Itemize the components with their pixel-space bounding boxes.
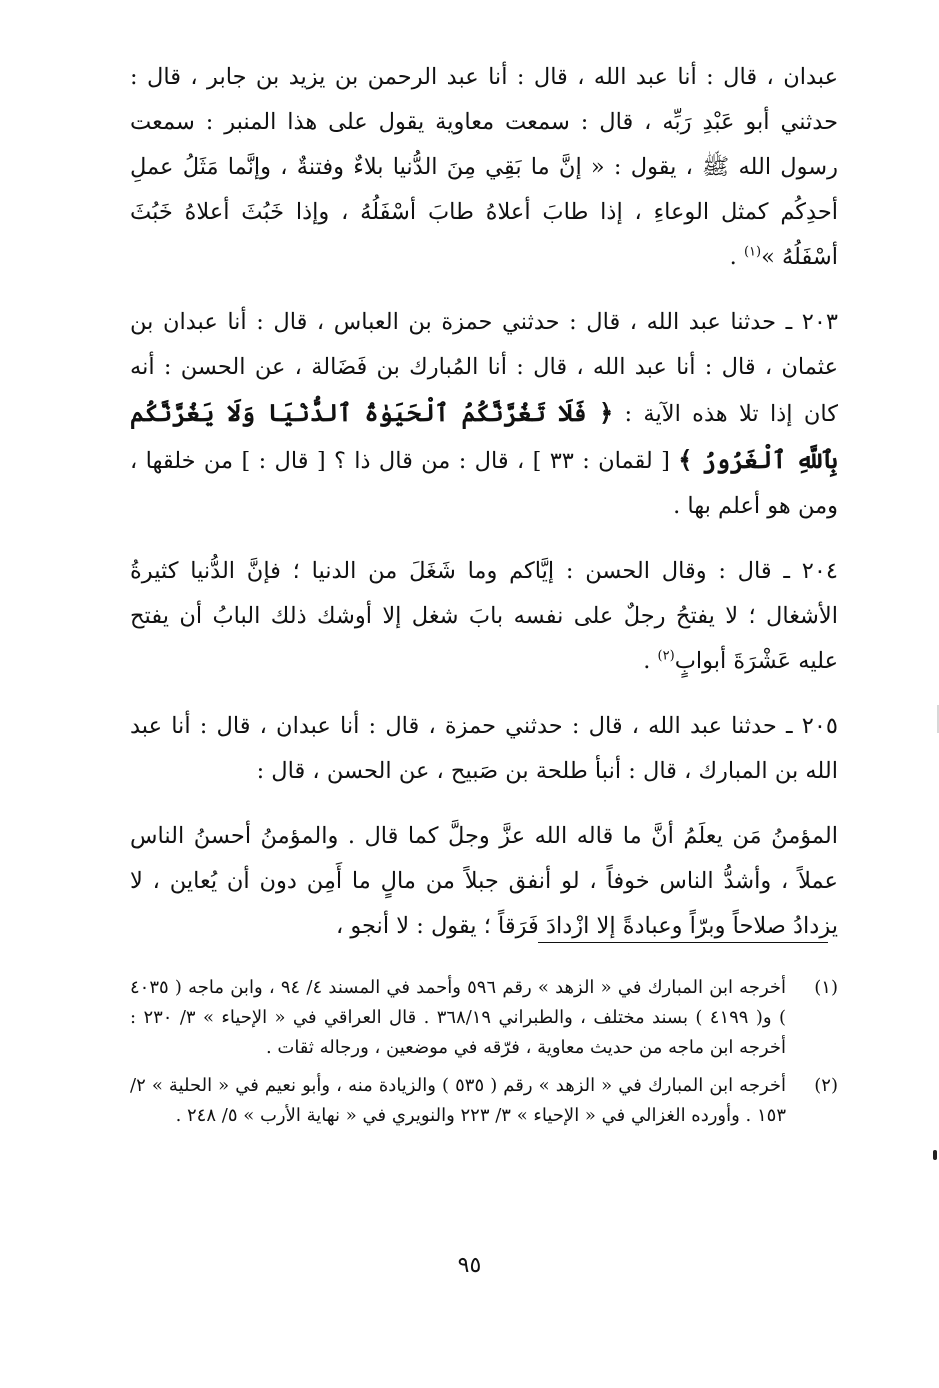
- paragraph-text: عبدان ، قال : أنا عبد الله ، قال : أنا عبد الرحمن بن يزيد بن جابر ، قال : حدثني أبو عَبْدِ رَبِّه ، قال : سمعت معاوية يقول على هذا المنبر : سمعت رسول الله ﷺ ، يقول : « إنَّ ما بَقِي مِنَ الدُّنيا بلاءٌ وفتنةٌ ، وإنَّما مَثَلُ عملِ أحدِكُم كمثل الوعاءِ ، إذا طابَ أعلاهُ طابَ أسْفَلُهُ ، وإذا خَبُثَ أعلاهُ خَبُثَ أسْفَلُهُ »: [130, 64, 838, 270]
- footnotes: [130, 973, 838, 1139]
- paragraph-quote: [130, 814, 838, 949]
- footnote-number: (٢): [814, 1075, 838, 1096]
- paragraph-hadith-205: [130, 704, 838, 794]
- footnote-number: (١): [814, 977, 838, 998]
- paragraph-text: المؤمنُ مَن يعلَمُ أنَّ ما قاله الله عزَّ وجلَّ كما قال . والمؤمنُ أحسنُ الناس عملاً ، وأشدُّ الناس خوفاً ، لو أنفق جبلاً من مالٍ ما أَمِن دون أن يُعاين ، لا يزدادُ صلاحاً وبرّاً وعبادةً إلا ازْدادَ فَرَقاً ؛ يقول : لا أنجو ،: [130, 823, 838, 939]
- paragraph-tail: .: [729, 244, 744, 270]
- paragraph-tail: .: [643, 648, 658, 674]
- footnote-text: أخرجه ابن المبارك في « الزهد » رقم ٥٩٦ وأحمد في المسند ٤/ ٩٤ ، وابن ماجه ( ٤٠٣٥ ) و( ٤١٩٩ ) بسند مختلف ، والطبراني ٣٦٨/١٩ . قال العراقي في « الإحياء » ٣/ ٢٣٠ : أخرجه ابن ماجه من حديث معاوية ، فرّقه في موضعين ، ورجاله ثقات .: [130, 977, 786, 1058]
- footnote-divider: [538, 942, 828, 943]
- footnote-ref-2[interactable]: (٢): [657, 648, 675, 664]
- footnote-item: [130, 973, 838, 1063]
- paragraph-hadith-204: [130, 549, 838, 684]
- paragraph-text: ٢٠٥ ـ حدثنا عبد الله ، قال : حدثني حمزة ، قال : أنا عبدان ، قال : أنا عبد الله بن المبارك ، قال : أنبأ طلحة بن صَبيح ، عن الحسن ، قال :: [130, 713, 838, 784]
- paragraph-lead: ٢٠٣ ـ حدثنا عبد الله ، قال : حدثني حمزة بن العباس ، قال : أنا عبدان بن عثمان ، قال : أنا عبد الله ، قال : أنا المُبارك بن فَضَالة ، عن الحسن : أنه كان إذا تلا هذه الآية :: [130, 309, 838, 427]
- footnote-text: أخرجه ابن المبارك في « الزهد » رقم ( ٥٣٥ ) والزيادة منه ، وأبو نعيم في « الحلية » ٢/ ١٥٣ . وأورده الغزالي في « الإحياء » ٣/ ٢٢٣ والنويري في « نهاية الأرب » ٥/ ٢٤٨ .: [130, 1075, 787, 1126]
- paragraph-tail: [ لقمان : ٣٣ ] ، قال : من قال ذا ؟ [ قال : ] من خلقها ، ومن هو أعلم بها .: [130, 448, 838, 519]
- paragraph-hadith-202: [130, 55, 838, 280]
- footnote-item: [130, 1071, 838, 1131]
- paragraph-text: ٢٠٤ ـ قال : وقال الحسن : إيَّاكم وما شَغَلَ من الدنيا ؛ فإنَّ الدُّنيا كثيرةُ الأشغال ؛ لا يفتحُ رجلٌ على نفسه بابَ شغل إلا أوشك ذلك البابُ أن يفتح عليه عَشْرَةَ أبوابٍ: [130, 558, 838, 674]
- margin-dot: [933, 1150, 937, 1160]
- page-number: ٩٥: [457, 1253, 482, 1278]
- quran-verse: ﴿ فَلَا تَغُرَّنَّكُمُ ٱلْحَيَوٰةُ ٱلدُّنْيَا وَلَا يَغُرَّنَّكُم بِٱللَّهِ ٱلْغَرُورُ ﴾: [130, 398, 838, 474]
- paragraph-hadith-203: [130, 300, 838, 529]
- page-body: [130, 55, 838, 1355]
- footnote-ref-1[interactable]: (١): [743, 244, 762, 260]
